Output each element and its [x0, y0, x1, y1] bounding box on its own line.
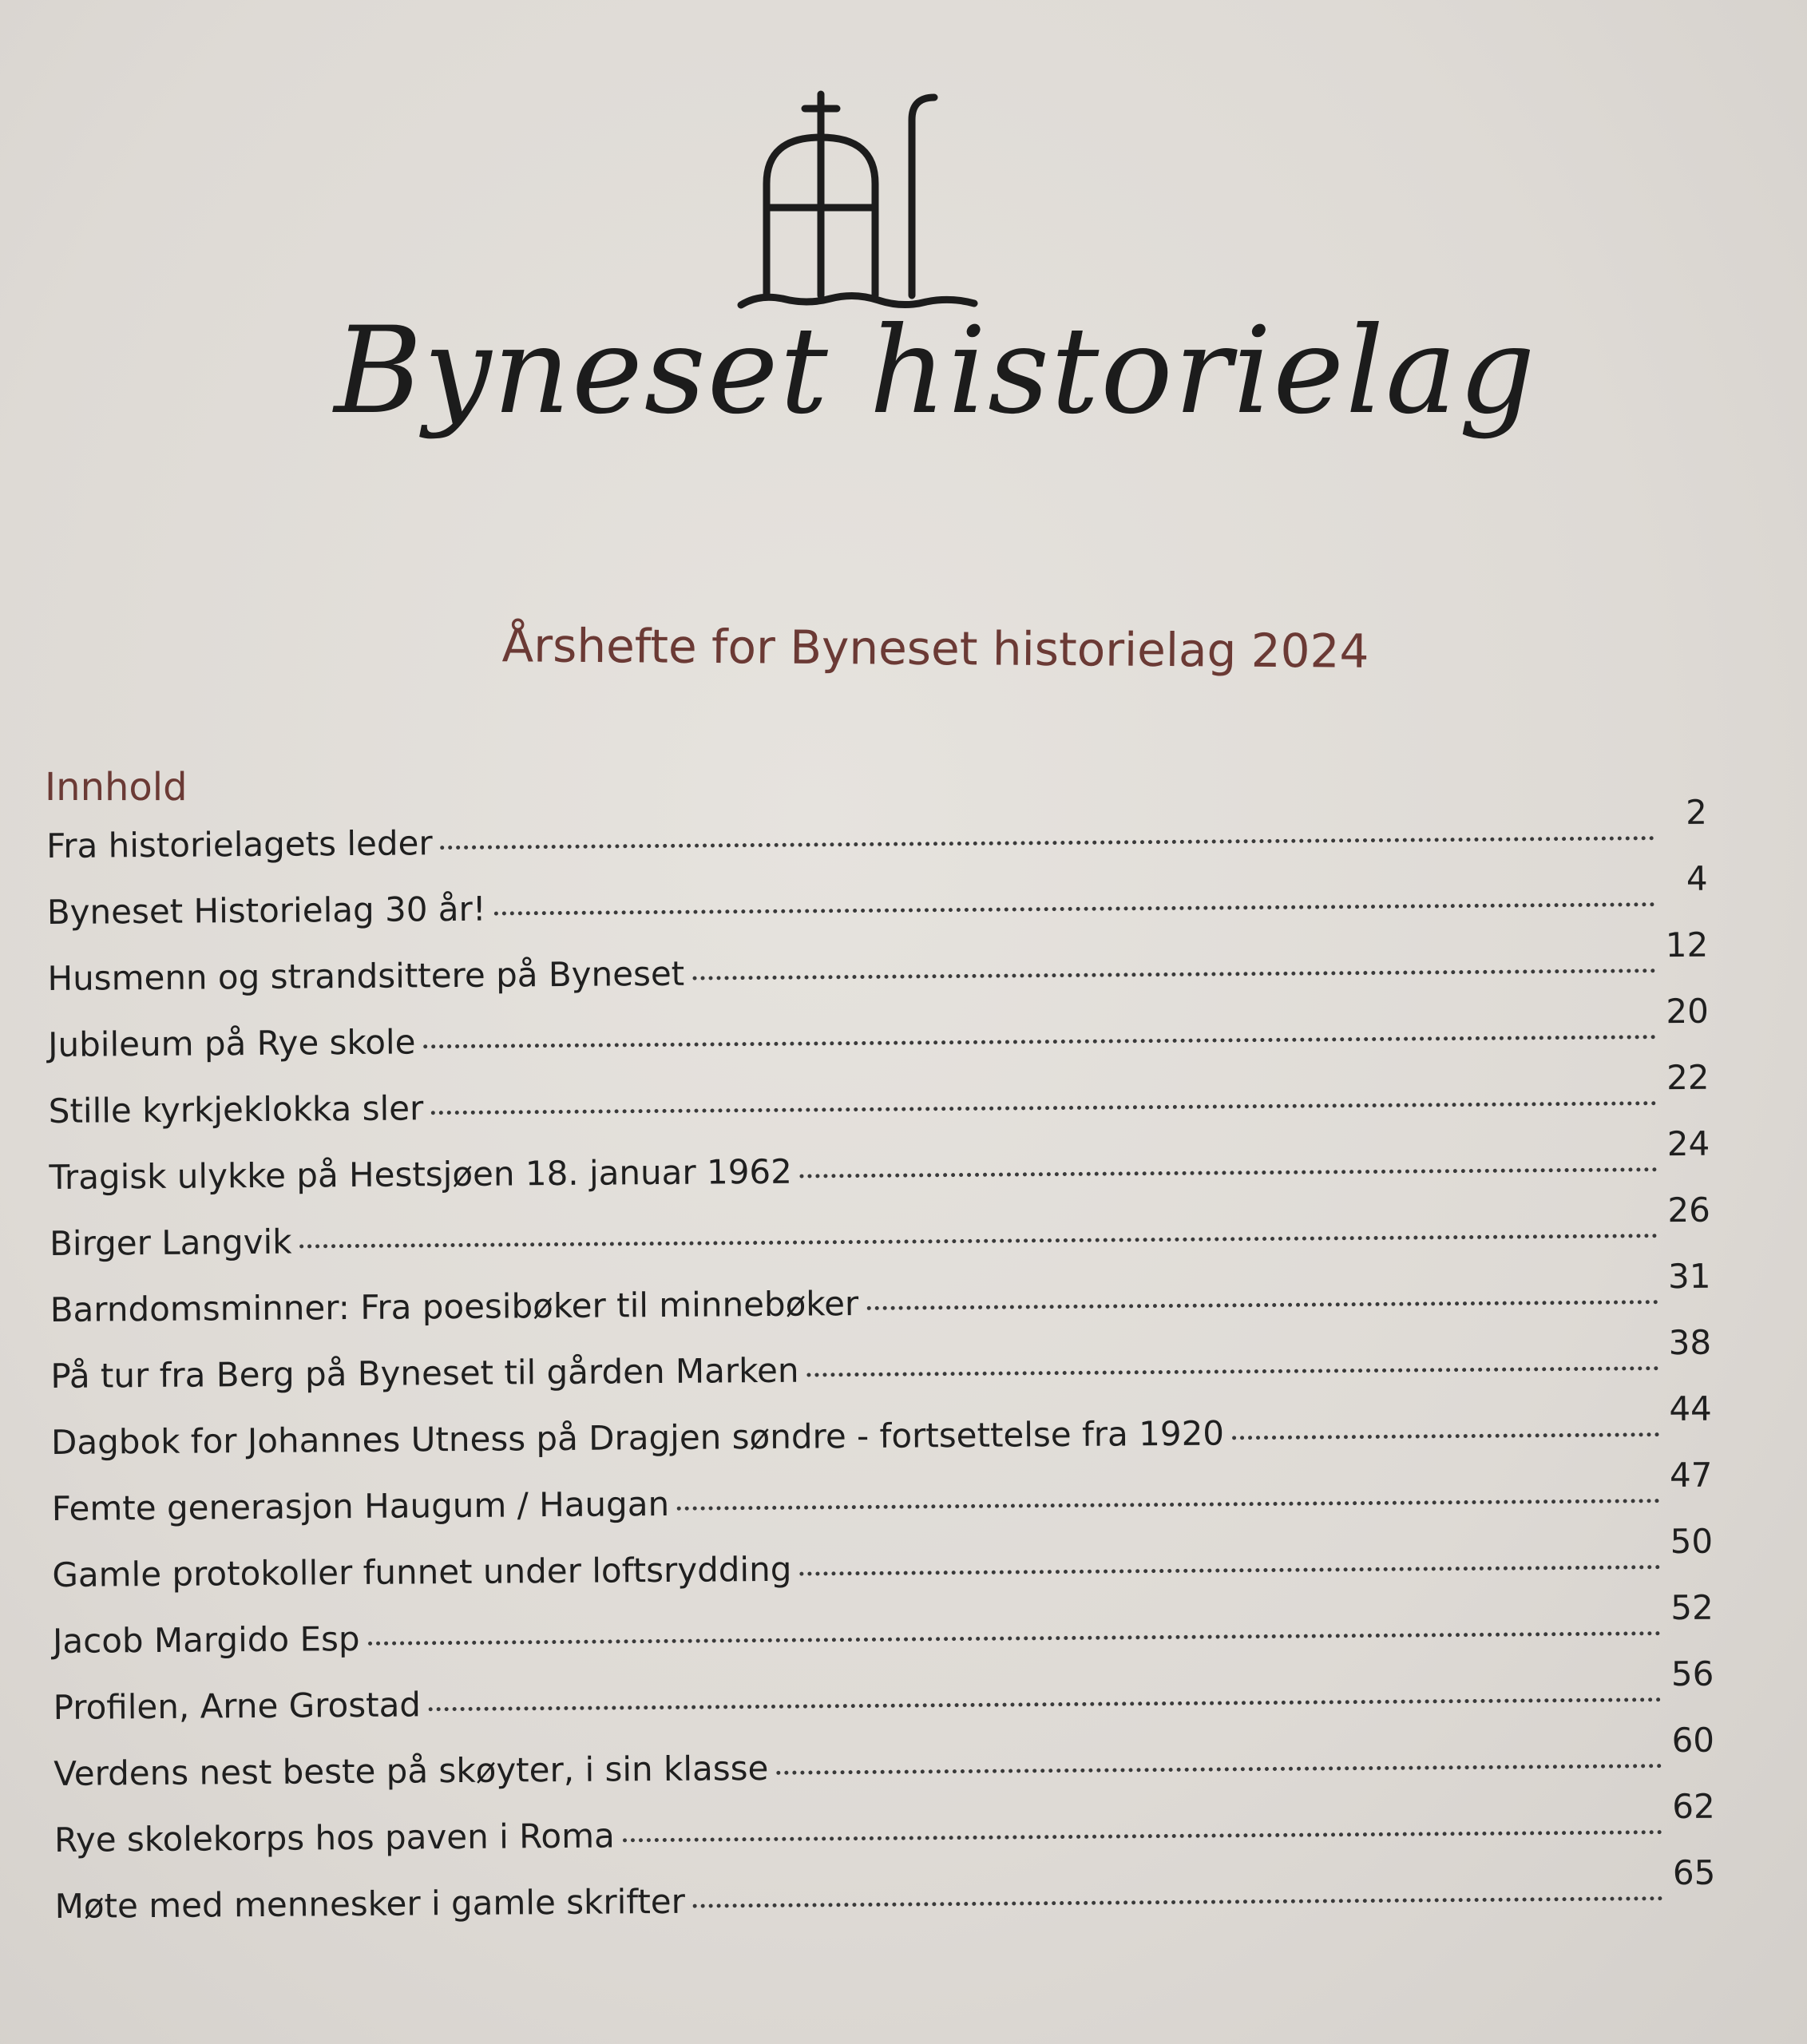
dot-leader	[429, 1697, 1662, 1711]
toc-entry-page-number: 47	[1669, 1455, 1713, 1495]
toc-entry	[47, 991, 1710, 1091]
toc-entry-title: Verdens nest beste på skøyter, i sin klasse	[53, 1748, 769, 1793]
dot-leader	[800, 1167, 1658, 1178]
toc-entry	[50, 1322, 1712, 1423]
toc-entry-page-number: 52	[1670, 1587, 1714, 1628]
toc-entry-title: Birger Langvik	[49, 1222, 292, 1263]
toc-entry-title: På tur fra Berg på Byneset til gården Marken	[50, 1350, 799, 1396]
dot-leader	[677, 1499, 1660, 1511]
toc-entry-page-number: 26	[1667, 1190, 1711, 1230]
toc-entry-title: Møte med mennesker i gamle skrifter	[54, 1881, 686, 1926]
toc-entry-title: Stille kyrkjeklokka sler	[48, 1088, 424, 1131]
publication-subtitle: Årshefte for Byneset historielag 2024	[501, 618, 1369, 679]
toc-entry-page-number: 12	[1665, 925, 1709, 965]
toc-entry-title: Byneset Historielag 30 år!	[46, 889, 486, 932]
toc-entry-title: Fra historielagets leder	[46, 823, 433, 866]
dot-leader	[799, 1565, 1660, 1575]
toc-entry-title: Femte generasjon Haugum / Haugan	[51, 1483, 670, 1528]
toc-entry	[53, 1720, 1715, 1820]
toc-entry-page-number: 4	[1686, 858, 1708, 898]
toc-entry-page-number: 60	[1671, 1720, 1715, 1761]
church-window-logo-icon	[735, 88, 982, 319]
toc-entry-title: Rye skolekorps hos paven i Roma	[53, 1816, 615, 1860]
toc-entry-page-number: 31	[1667, 1256, 1711, 1297]
dot-leader	[692, 969, 1655, 980]
toc-entry-page-number: 56	[1670, 1654, 1714, 1694]
dot-leader	[776, 1764, 1662, 1775]
toc-entry-title: Jacob Margido Esp	[52, 1618, 360, 1661]
toc-entry-page-number: 44	[1669, 1388, 1712, 1429]
toc-entry	[53, 1786, 1716, 1887]
toc-entry	[49, 1190, 1711, 1290]
toc-entry	[50, 1388, 1713, 1489]
toc-entry	[54, 1852, 1716, 1953]
org-name: Byneset historielag	[334, 302, 1537, 441]
dot-leader	[866, 1300, 1658, 1310]
dot-leader	[441, 836, 1655, 850]
toc-entry-title: Gamle protokoller funnet under loftsrydding	[52, 1549, 792, 1594]
dot-leader	[300, 1234, 1658, 1248]
toc-entry	[48, 1057, 1710, 1158]
toc-entry	[53, 1654, 1714, 1754]
dot-leader	[693, 1896, 1663, 1908]
toc-entry	[50, 1256, 1712, 1357]
toc-entry-page-number: 2	[1685, 792, 1708, 832]
toc-entry-title: Jubileum på Rye skole	[47, 1022, 416, 1064]
toc-entry	[51, 1455, 1714, 1555]
toc-entry-title: Barndomsminner: Fra poesibøker til minnebøker	[50, 1284, 859, 1329]
dot-leader	[1232, 1432, 1659, 1440]
table-of-contents	[46, 792, 1716, 1953]
toc-entry-title: Dagbok for Johannes Utness på Dragjen søndre - fortsettelse fra 1920	[50, 1413, 1225, 1462]
toc-entry-page-number: 20	[1666, 991, 1710, 1032]
toc-entry	[46, 858, 1709, 959]
toc-entry	[52, 1587, 1714, 1688]
toc-entry-page-number: 50	[1670, 1521, 1714, 1562]
toc-entry-page-number: 38	[1668, 1322, 1712, 1363]
dot-leader	[368, 1631, 1661, 1646]
toc-entry	[47, 925, 1709, 1025]
toc-entry-title: Profilen, Arne Grostad	[53, 1685, 422, 1727]
dot-leader	[494, 902, 1655, 915]
dot-leader	[423, 1035, 1656, 1048]
dot-leader	[431, 1101, 1657, 1115]
toc-entry	[49, 1123, 1710, 1224]
toc-entry-page-number: 24	[1666, 1123, 1710, 1164]
toc-entry-page-number: 65	[1672, 1852, 1716, 1893]
toc-entry-title: Husmenn og strandsittere på Byneset	[47, 953, 685, 998]
dot-leader	[806, 1366, 1658, 1377]
toc-entry	[52, 1521, 1714, 1622]
toc-entry-title: Tragisk ulykke på Hestsjøen 18. januar 1962	[49, 1151, 793, 1197]
toc-entry-page-number: 62	[1672, 1786, 1715, 1827]
toc-entry	[46, 792, 1708, 893]
toc-heading: Innhold	[45, 765, 188, 810]
dot-leader	[623, 1830, 1662, 1842]
toc-entry-page-number: 22	[1666, 1057, 1710, 1098]
